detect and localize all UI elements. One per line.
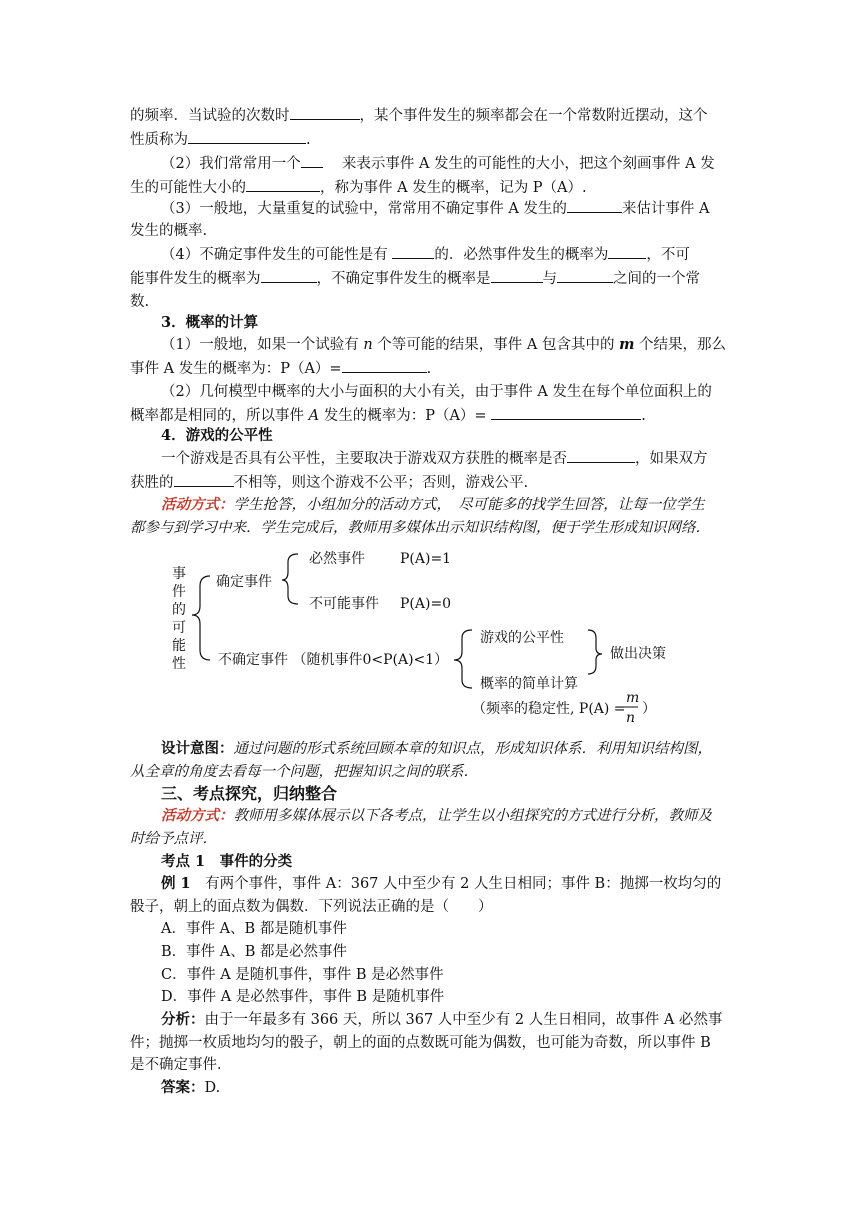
text: D．事件 A 是必然事件，事件 B 是随机事件: [161, 989, 445, 1005]
text: 是不确定事件．: [130, 1057, 232, 1073]
paragraph: [130, 267, 730, 290]
knowledge-structure-diagram: [160, 540, 720, 730]
fill-blank: [290, 104, 360, 120]
probability-calc-label: 概率的简单计算: [480, 676, 578, 692]
text: 发生的概率为：P（A）=: [319, 408, 492, 424]
text: m: [619, 336, 635, 353]
fill-blank: [608, 243, 646, 259]
paragraph: [161, 381, 761, 403]
text: 能事件发生的概率为: [130, 271, 261, 287]
text: 发生的概率.: [130, 223, 208, 239]
certain-event-label: 确定事件: [216, 574, 272, 590]
text: 3．概率的计算: [161, 314, 259, 331]
main-brace: [192, 576, 210, 660]
paragraph: [161, 334, 761, 356]
root-char: 性: [172, 656, 186, 672]
inevitable-probability: P(A)=1: [400, 551, 452, 567]
fill-blank: [246, 176, 320, 192]
text: 都参与到学习中来．学生完成后，教师用多媒体出示知识结构图，便于学生形成知识网络．: [130, 520, 710, 536]
text: A: [308, 408, 320, 424]
paragraph: [130, 220, 730, 242]
label: 例 1: [161, 875, 191, 892]
frequency-stability-label: （频率的稳定性, P(A) =: [472, 701, 626, 717]
root-char: 件: [172, 584, 186, 600]
paragraph: [130, 404, 730, 427]
decision-label: 做出决策: [610, 646, 666, 662]
text: n: [363, 337, 373, 353]
analysis: [130, 1032, 730, 1054]
text: 由于一年最多有 366 天，所以 367 人中至少有 2 人生日相同，故事件 A 必然事: [204, 1012, 723, 1028]
activity-note: [161, 805, 761, 827]
text: 的频率．当试验的次数时: [130, 108, 290, 124]
section-title: [161, 783, 761, 805]
certain-brace: [282, 554, 298, 604]
text: ，某个事件发生的频率都会在一个常数附近摆动，这个: [359, 108, 708, 124]
text: 之间的一个常: [613, 271, 700, 287]
paragraph: [130, 357, 730, 380]
analysis: [130, 1054, 730, 1076]
text: 生的可能性大小的: [130, 180, 246, 196]
text: 数.: [130, 294, 150, 310]
text: 获胜的: [130, 475, 174, 491]
inevitable-event-label: 必然事件: [309, 551, 365, 567]
text: 考点 1 事件的分类: [161, 853, 293, 870]
text: .: [641, 408, 646, 424]
root-char: 能: [172, 638, 186, 654]
text: 骰子，朝上的面点数为偶数．下列说法正确的是（ ）: [130, 899, 493, 915]
root-char: 事: [172, 566, 186, 582]
text: 一个游戏是否具有公平性，主要取决于游戏双方获胜的概率是否: [161, 451, 567, 467]
text: 的．必然事件发生的概率为: [434, 247, 609, 263]
option-c: [161, 964, 761, 986]
fraction-denominator: n: [626, 710, 636, 726]
fill-blank: [392, 243, 434, 259]
text: B．事件 A、B 都是必然事件: [161, 944, 347, 960]
paragraph: [130, 128, 730, 151]
text: 从全章的角度去看每一个问题，把握知识之间的联系．: [130, 764, 478, 780]
design-intent: [130, 761, 730, 783]
fill-blank: [342, 357, 427, 373]
topic-heading: [161, 851, 761, 873]
closing-paren: ）: [642, 701, 656, 717]
text: ，称为事件 A 发生的概率，记为 P（A）.: [320, 180, 587, 196]
text: 来估计事件 A: [621, 201, 710, 217]
uncertain-brace: [454, 630, 472, 688]
example-question: [130, 896, 730, 918]
fill-blank: [188, 128, 306, 144]
text: （2）我们常常用一个: [161, 156, 301, 172]
text: C．事件 A 是随机事件，事件 B 是必然事件: [161, 967, 444, 983]
text: 件；抛掷一枚质地均匀的骰子，朝上的面的点数既可能为偶数，也可能为奇数，所以事件 B: [130, 1035, 711, 1051]
text: 事件 A 发生的概率为：P（A）=: [130, 361, 342, 377]
text: （2）几何模型中概率的大小与面积的大小有关，由于事件 A 发生在每个单位面积上的: [161, 384, 712, 400]
design-intent: [161, 738, 761, 760]
decision-brace: [588, 630, 602, 674]
text: A．事件 A、B 都是随机事件: [161, 921, 347, 937]
activity-note: [130, 517, 730, 539]
text: 与: [542, 271, 557, 287]
fill-blank: [261, 267, 317, 283]
analysis: [161, 1009, 761, 1031]
root-vertical-label: [172, 565, 186, 672]
paragraph: [130, 104, 730, 127]
text: D.: [204, 1080, 221, 1096]
option-a: [161, 918, 761, 940]
text: 有两个事件，事件 A：367 人中至少有 2 人生日相同；事件 B：抛掷一枚均匀的: [190, 876, 722, 892]
text: 性质称为: [130, 132, 188, 148]
fill-blank: [174, 471, 234, 487]
fill-blank: [301, 152, 323, 168]
text: 不相等，则这个游戏不公平；否则，游戏公平.: [233, 475, 529, 491]
text: 个结果，那么: [634, 337, 727, 353]
paragraph: [130, 291, 730, 313]
fill-blank: [557, 267, 613, 283]
paragraph: [161, 152, 761, 175]
root-char: 可: [172, 620, 186, 636]
option-d: [161, 986, 761, 1008]
label: 答案：: [161, 1079, 205, 1096]
label: 活动方式：: [161, 807, 234, 824]
text: ，不确定事件发生的概率是: [316, 271, 491, 287]
label: 设计意图：: [161, 740, 234, 757]
paragraph: [130, 471, 730, 494]
section-heading: [161, 425, 761, 447]
answer: [161, 1077, 761, 1099]
text: 时给予点评．: [130, 831, 217, 847]
text: 来表示事件 A 发生的可能性的大小，把这个刻画事件 A 发: [341, 156, 715, 172]
paragraph: [161, 197, 761, 220]
text: .: [426, 361, 432, 377]
fill-blank: [491, 404, 641, 420]
impossible-probability: P(A)=0: [400, 596, 452, 612]
activity-note: [161, 494, 761, 516]
text: （1）一般地，如果一个试验有: [161, 337, 364, 353]
impossible-event-label: 不可能事件: [309, 596, 379, 612]
text: 通过问题的形式系统回顾本章的知识点，形成知识体系．利用知识结构图，: [233, 741, 712, 757]
fraction-numerator: m: [626, 690, 640, 706]
text: （3）一般地，大量重复的试验中，常常用不确定事件 A 发生的: [161, 201, 567, 217]
label: 活动方式：: [161, 496, 234, 513]
option-b: [161, 941, 761, 963]
section-heading: [161, 312, 761, 334]
game-fairness-label: 游戏的公平性: [480, 630, 564, 646]
text: ，如果双方: [635, 451, 708, 467]
text: ，不可: [646, 247, 690, 263]
activity-note: [130, 828, 730, 850]
text: 概率都是相同的，所以事件: [130, 408, 309, 424]
paragraph: [130, 176, 730, 199]
text: .: [306, 132, 311, 148]
text: 4．游戏的公平性: [161, 427, 273, 444]
text: （4）不确定事件发生的可能性是有: [161, 247, 393, 263]
text: 三、考点探究，归纳整合: [161, 784, 338, 803]
example-question: [161, 873, 761, 895]
text: 教师用多媒体展示以下各考点，让学生以小组探究的方式进行分析，教师及: [233, 808, 712, 824]
uncertain-event-label: 不确定事件 （随机事件0<P(A)<1）: [218, 652, 449, 668]
text: 个等可能的结果，事件 A 包含其中的: [372, 337, 620, 353]
paragraph: [161, 243, 761, 266]
root-char: 的: [172, 602, 186, 618]
text: 学生抢答，小组加分的活动方式， 尽可能多的找学生回答，让每一位学生: [233, 497, 705, 513]
paragraph: [161, 447, 761, 470]
fill-blank: [567, 197, 622, 213]
fill-blank: [567, 447, 635, 463]
label: 分析：: [161, 1011, 205, 1028]
fill-blank: [491, 267, 543, 283]
